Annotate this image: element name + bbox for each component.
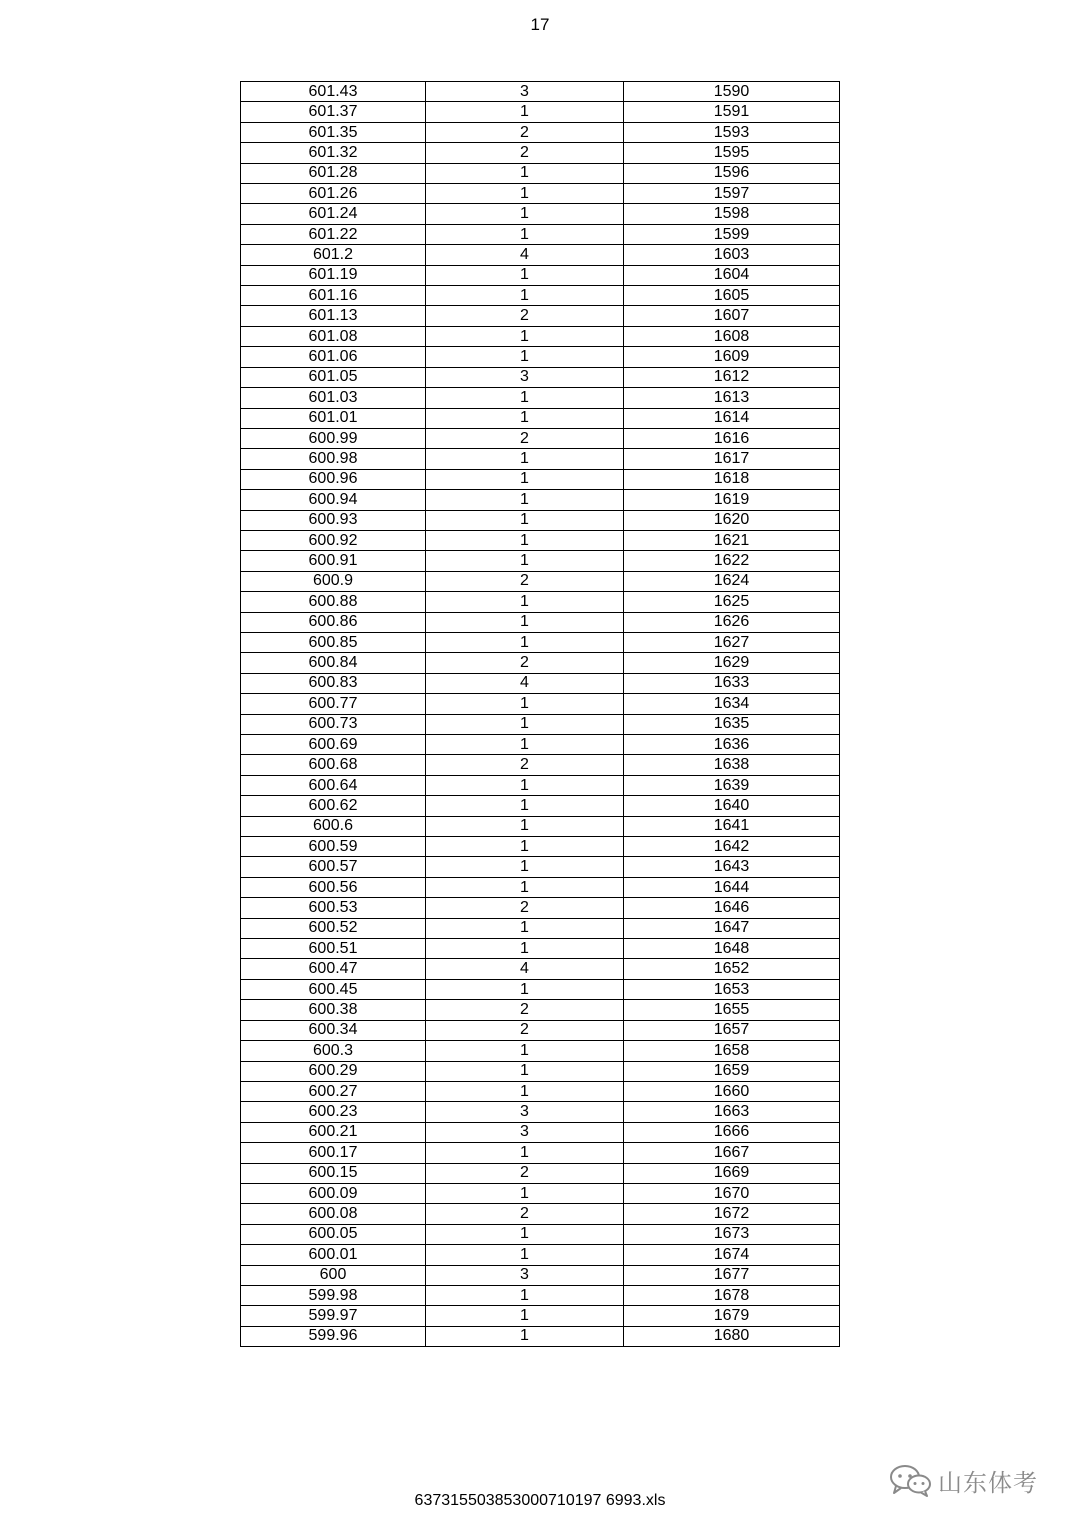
table-row [241, 245, 840, 265]
count-cell: 3 [426, 367, 624, 387]
count-cell: 1 [426, 632, 624, 652]
table-row [241, 204, 840, 224]
score-cell: 601.2 [241, 245, 426, 265]
count-cell: 4 [426, 959, 624, 979]
table-row [241, 816, 840, 836]
table-row [241, 898, 840, 918]
cumulative-cell: 1672 [624, 1204, 840, 1224]
count-cell: 1 [426, 939, 624, 959]
count-cell: 1 [426, 612, 624, 632]
score-cell: 600.45 [241, 979, 426, 999]
table-row [241, 1163, 840, 1183]
footer-filename: 637315503853000710197 6993.xls [414, 1492, 666, 1509]
table-row [241, 469, 840, 489]
score-cell: 600.47 [241, 959, 426, 979]
table-row [241, 775, 840, 795]
cumulative-cell: 1595 [624, 143, 840, 163]
cumulative-cell: 1614 [624, 408, 840, 428]
score-cell: 600.99 [241, 428, 426, 448]
count-cell: 1 [426, 510, 624, 530]
score-cell: 601.03 [241, 388, 426, 408]
score-cell: 600.92 [241, 530, 426, 550]
cumulative-cell: 1613 [624, 388, 840, 408]
count-cell: 1 [426, 224, 624, 244]
count-cell: 1 [426, 694, 624, 714]
count-cell: 1 [426, 286, 624, 306]
cumulative-cell: 1621 [624, 530, 840, 550]
table-row [241, 1143, 840, 1163]
table-row [241, 877, 840, 897]
table-row [241, 102, 840, 122]
count-cell: 3 [426, 1102, 624, 1122]
score-cell: 600.27 [241, 1081, 426, 1101]
count-cell: 1 [426, 796, 624, 816]
table-row [241, 163, 840, 183]
cumulative-cell: 1603 [624, 245, 840, 265]
cumulative-cell: 1641 [624, 816, 840, 836]
count-cell: 1 [426, 1326, 624, 1346]
score-cell: 600.68 [241, 755, 426, 775]
table-row [241, 326, 840, 346]
score-cell: 601.28 [241, 163, 426, 183]
count-cell: 1 [426, 1143, 624, 1163]
count-cell: 1 [426, 857, 624, 877]
score-cell: 601.26 [241, 184, 426, 204]
count-cell: 1 [426, 551, 624, 571]
count-cell: 1 [426, 490, 624, 510]
cumulative-cell: 1670 [624, 1183, 840, 1203]
score-cell: 600.86 [241, 612, 426, 632]
count-cell: 1 [426, 1041, 624, 1061]
count-cell: 1 [426, 530, 624, 550]
count-cell: 2 [426, 143, 624, 163]
table-row [241, 1122, 840, 1142]
score-cell: 601.01 [241, 408, 426, 428]
count-cell: 2 [426, 1163, 624, 1183]
score-cell: 600.53 [241, 898, 426, 918]
table-row [241, 82, 840, 102]
score-cell: 600.59 [241, 837, 426, 857]
count-cell: 2 [426, 653, 624, 673]
table-row [241, 1102, 840, 1122]
score-cell: 600.01 [241, 1245, 426, 1265]
count-cell: 2 [426, 1000, 624, 1020]
score-cell: 601.22 [241, 224, 426, 244]
table-row [241, 939, 840, 959]
score-cell: 601.35 [241, 122, 426, 142]
count-cell: 1 [426, 347, 624, 367]
count-cell: 3 [426, 1122, 624, 1142]
score-cell: 600.88 [241, 592, 426, 612]
cumulative-cell: 1605 [624, 286, 840, 306]
cumulative-cell: 1673 [624, 1224, 840, 1244]
score-cell: 600.93 [241, 510, 426, 530]
score-cell: 599.96 [241, 1326, 426, 1346]
count-cell: 1 [426, 388, 624, 408]
cumulative-cell: 1622 [624, 551, 840, 571]
table-row [241, 1204, 840, 1224]
count-cell: 1 [426, 265, 624, 285]
count-cell: 2 [426, 755, 624, 775]
count-cell: 1 [426, 1306, 624, 1326]
table-row [241, 347, 840, 367]
cumulative-cell: 1652 [624, 959, 840, 979]
cumulative-cell: 1604 [624, 265, 840, 285]
count-cell: 2 [426, 306, 624, 326]
score-cell: 600.69 [241, 735, 426, 755]
score-cell: 601.08 [241, 326, 426, 346]
table-row [241, 551, 840, 571]
table-row [241, 224, 840, 244]
cumulative-cell: 1624 [624, 571, 840, 591]
cumulative-cell: 1627 [624, 632, 840, 652]
cumulative-cell: 1617 [624, 449, 840, 469]
count-cell: 4 [426, 245, 624, 265]
count-cell: 1 [426, 1081, 624, 1101]
count-cell: 2 [426, 428, 624, 448]
count-cell: 2 [426, 1204, 624, 1224]
count-cell: 1 [426, 326, 624, 346]
cumulative-cell: 1667 [624, 1143, 840, 1163]
count-cell: 1 [426, 102, 624, 122]
cumulative-cell: 1597 [624, 184, 840, 204]
table-row [241, 1000, 840, 1020]
table-row [241, 653, 840, 673]
cumulative-cell: 1642 [624, 837, 840, 857]
cumulative-cell: 1598 [624, 204, 840, 224]
cumulative-cell: 1657 [624, 1020, 840, 1040]
score-cell: 600.96 [241, 469, 426, 489]
count-cell: 4 [426, 673, 624, 693]
table-row [241, 1285, 840, 1305]
score-cell: 600.85 [241, 632, 426, 652]
score-cell: 599.98 [241, 1285, 426, 1305]
cumulative-cell: 1593 [624, 122, 840, 142]
count-cell: 1 [426, 816, 624, 836]
table-row [241, 184, 840, 204]
cumulative-cell: 1680 [624, 1326, 840, 1346]
table-row [241, 694, 840, 714]
cumulative-cell: 1591 [624, 102, 840, 122]
cumulative-cell: 1658 [624, 1041, 840, 1061]
cumulative-cell: 1640 [624, 796, 840, 816]
count-cell: 1 [426, 163, 624, 183]
cumulative-cell: 1639 [624, 775, 840, 795]
cumulative-cell: 1596 [624, 163, 840, 183]
score-cell: 600.94 [241, 490, 426, 510]
score-cell: 600.83 [241, 673, 426, 693]
cumulative-cell: 1599 [624, 224, 840, 244]
table-row [241, 1041, 840, 1061]
score-cell: 601.16 [241, 286, 426, 306]
table-row [241, 1224, 840, 1244]
table-row [241, 1183, 840, 1203]
table-row [241, 714, 840, 734]
score-cell: 600.6 [241, 816, 426, 836]
table-row [241, 592, 840, 612]
count-cell: 1 [426, 979, 624, 999]
count-cell: 1 [426, 775, 624, 795]
score-cell: 600.56 [241, 877, 426, 897]
cumulative-cell: 1609 [624, 347, 840, 367]
table-row [241, 632, 840, 652]
score-cell: 600.64 [241, 775, 426, 795]
cumulative-cell: 1629 [624, 653, 840, 673]
score-cell: 601.13 [241, 306, 426, 326]
table-row [241, 143, 840, 163]
cumulative-cell: 1653 [624, 979, 840, 999]
score-cell: 599.97 [241, 1306, 426, 1326]
score-cell: 600.23 [241, 1102, 426, 1122]
cumulative-cell: 1669 [624, 1163, 840, 1183]
score-cell: 600.57 [241, 857, 426, 877]
table-row [241, 388, 840, 408]
cumulative-cell: 1647 [624, 918, 840, 938]
score-cell: 600.77 [241, 694, 426, 714]
cumulative-cell: 1678 [624, 1285, 840, 1305]
count-cell: 3 [426, 82, 624, 102]
table-row [241, 408, 840, 428]
table-row [241, 612, 840, 632]
cumulative-cell: 1674 [624, 1245, 840, 1265]
score-cell: 600.38 [241, 1000, 426, 1020]
table-row [241, 1265, 840, 1285]
count-cell: 1 [426, 918, 624, 938]
count-cell: 1 [426, 592, 624, 612]
count-cell: 2 [426, 898, 624, 918]
score-cell: 601.05 [241, 367, 426, 387]
table-row [241, 1061, 840, 1081]
table-row [241, 837, 840, 857]
page-number: 17 [530, 15, 550, 34]
score-cell: 600.09 [241, 1183, 426, 1203]
table-row [241, 367, 840, 387]
cumulative-cell: 1607 [624, 306, 840, 326]
cumulative-cell: 1625 [624, 592, 840, 612]
score-cell: 601.06 [241, 347, 426, 367]
cumulative-cell: 1659 [624, 1061, 840, 1081]
score-cell: 600.21 [241, 1122, 426, 1142]
cumulative-cell: 1679 [624, 1306, 840, 1326]
table-row [241, 1245, 840, 1265]
cumulative-cell: 1590 [624, 82, 840, 102]
score-cell: 600.91 [241, 551, 426, 571]
count-cell: 1 [426, 469, 624, 489]
score-cell: 600.52 [241, 918, 426, 938]
table-row [241, 428, 840, 448]
table-row [241, 735, 840, 755]
table-row [241, 673, 840, 693]
table-row [241, 265, 840, 285]
cumulative-cell: 1626 [624, 612, 840, 632]
count-cell: 2 [426, 1020, 624, 1040]
score-cell: 600.98 [241, 449, 426, 469]
table-row [241, 857, 840, 877]
table-row [241, 510, 840, 530]
table-row [241, 449, 840, 469]
score-cell: 600.9 [241, 571, 426, 591]
count-cell: 2 [426, 571, 624, 591]
count-cell: 1 [426, 1183, 624, 1203]
count-cell: 1 [426, 714, 624, 734]
count-cell: 1 [426, 1245, 624, 1265]
count-cell: 1 [426, 1061, 624, 1081]
cumulative-cell: 1660 [624, 1081, 840, 1101]
table-row [241, 286, 840, 306]
score-cell: 600.29 [241, 1061, 426, 1081]
cumulative-cell: 1616 [624, 428, 840, 448]
count-cell: 1 [426, 1285, 624, 1305]
count-cell: 1 [426, 877, 624, 897]
score-rank-table [240, 81, 840, 1347]
score-cell: 600.17 [241, 1143, 426, 1163]
cumulative-cell: 1643 [624, 857, 840, 877]
count-cell: 1 [426, 1224, 624, 1244]
cumulative-cell: 1612 [624, 367, 840, 387]
cumulative-cell: 1619 [624, 490, 840, 510]
cumulative-cell: 1635 [624, 714, 840, 734]
cumulative-cell: 1655 [624, 1000, 840, 1020]
cumulative-cell: 1663 [624, 1102, 840, 1122]
score-cell: 600.84 [241, 653, 426, 673]
cumulative-cell: 1633 [624, 673, 840, 693]
cumulative-cell: 1648 [624, 939, 840, 959]
cumulative-cell: 1608 [624, 326, 840, 346]
table-row [241, 530, 840, 550]
table-row [241, 1081, 840, 1101]
watermark-text: 山东体考 [938, 1468, 1038, 1497]
score-cell: 600.62 [241, 796, 426, 816]
table-row [241, 979, 840, 999]
cumulative-cell: 1677 [624, 1265, 840, 1285]
cumulative-cell: 1666 [624, 1122, 840, 1142]
cumulative-cell: 1636 [624, 735, 840, 755]
score-cell: 600.08 [241, 1204, 426, 1224]
table-row [241, 755, 840, 775]
table-row [241, 122, 840, 142]
count-cell: 1 [426, 204, 624, 224]
score-cell: 601.24 [241, 204, 426, 224]
count-cell: 1 [426, 449, 624, 469]
score-cell: 601.43 [241, 82, 426, 102]
count-cell: 1 [426, 837, 624, 857]
cumulative-cell: 1618 [624, 469, 840, 489]
count-cell: 1 [426, 184, 624, 204]
count-cell: 2 [426, 122, 624, 142]
table-row [241, 1326, 840, 1346]
score-cell: 600.51 [241, 939, 426, 959]
table-row [241, 796, 840, 816]
table-row [241, 959, 840, 979]
table-row [241, 571, 840, 591]
score-cell: 600.05 [241, 1224, 426, 1244]
cumulative-cell: 1634 [624, 694, 840, 714]
cumulative-cell: 1638 [624, 755, 840, 775]
score-cell: 601.19 [241, 265, 426, 285]
cumulative-cell: 1644 [624, 877, 840, 897]
cumulative-cell: 1620 [624, 510, 840, 530]
score-cell: 600.34 [241, 1020, 426, 1040]
count-cell: 3 [426, 1265, 624, 1285]
score-cell: 601.37 [241, 102, 426, 122]
score-cell: 600.15 [241, 1163, 426, 1183]
score-cell: 600 [241, 1265, 426, 1285]
score-cell: 600.73 [241, 714, 426, 734]
table-row [241, 1306, 840, 1326]
score-cell: 600.3 [241, 1041, 426, 1061]
table-row [241, 490, 840, 510]
table-row [241, 918, 840, 938]
count-cell: 1 [426, 408, 624, 428]
table-row [241, 1020, 840, 1040]
cumulative-cell: 1646 [624, 898, 840, 918]
score-cell: 601.32 [241, 143, 426, 163]
table-row [241, 306, 840, 326]
table-body [241, 82, 840, 1347]
count-cell: 1 [426, 735, 624, 755]
